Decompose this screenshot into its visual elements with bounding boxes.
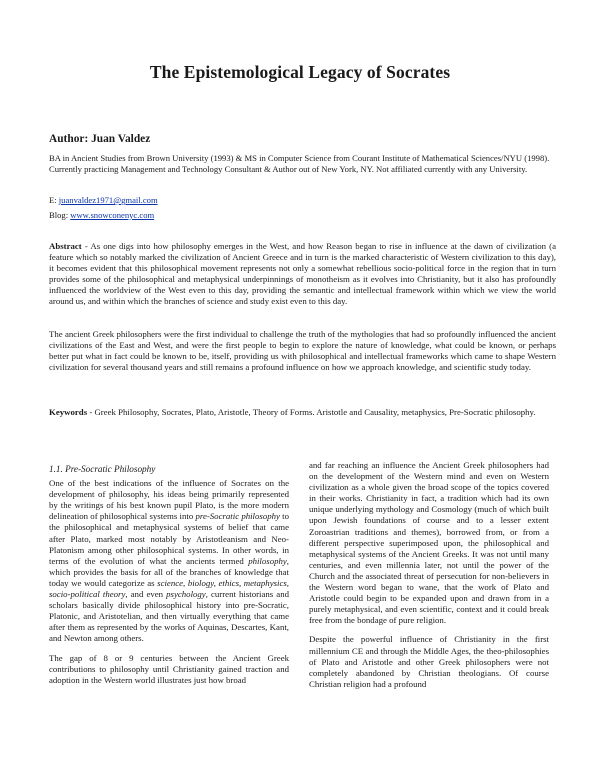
left-column	[49, 464, 289, 694]
abstract-label: Abstract	[49, 241, 82, 251]
italic-term: psychology	[166, 589, 206, 600]
keywords	[49, 407, 556, 418]
paper-title: The Epistemological Legacy of Socrates	[149, 62, 451, 82]
email-link[interactable]: juanvaldez1971@gmail.com	[58, 195, 158, 205]
left-paragraph-1	[49, 478, 289, 644]
abstract-paragraph-2: The ancient Greek philosophers were the first individual to challenge the truth of the mythologies that had so profoundly influenced the ancient civilizations of the East and West, and were the first people to begin to explore the nature of knowledge, what could be known, or perhaps better put what in fact could be known to be, itself, providing us with philosophical and intellectual frameworks which came to shape Western civilization for several thousand years and still remains a profound influence on how we approach knowledge, and scientific study today.	[49, 329, 556, 373]
blog-line	[49, 210, 154, 221]
email-line	[49, 195, 158, 206]
right-column	[309, 460, 549, 698]
author-name: Author: Juan Valdez	[49, 133, 151, 145]
italic-term: pre-Socratic philosophy	[195, 511, 280, 522]
keywords-text: - Greek Philosophy, Socrates, Plato, Aristotle, Theory of Forms. Aristotle and Causality, metaphysics, Pre-Socratic philosophy.	[87, 407, 536, 417]
section-heading: 1.1. Pre-Socratic Philosophy	[49, 464, 156, 474]
italic-term: philosophy	[248, 555, 287, 566]
blog-link[interactable]: www.snowconenyc.com	[70, 210, 155, 220]
email-label: E:	[49, 195, 59, 205]
blog-label: Blog:	[49, 210, 71, 220]
abstract-text: - As one digs into how philosophy emerges in the West, and how Reason began to rise in influence at the dawn of civilization (a feature which so notably marked the civilization of Ancient Greece and in turn is the marked characteristic of Western civilization to this day), it becomes evident that this philosophical movement represents not only a somewhat rebellious socio-political force in the region that in turn provides some of the philosophical and metaphysical underpinnings of monotheism as it evolves into Christianity, but it also has profoundly influenced the worldview of the West even to this day, providing the semantic and intellectual framework within which we view the world around us, and within which the branches of science and study exist even to this day.	[49, 241, 556, 307]
left-paragraph-2: The gap of 8 or 9 centuries between the Ancient Greek contributions to philosophy until Christianity gained traction and adoption in the Western world illustrates just how broad	[49, 652, 289, 685]
text-run: , which provides the basis for all of the branches of knowledge that today we would categorize as	[49, 555, 289, 588]
right-paragraph-1: and far reaching an influence the Ancient Greek philosophers had on the development of the Western mind and even on Western civilization as a whole given the broad scope of the topics covered in their works. Christianity in fact, a tradition which had its own unique underlying mythology and Cosmology (much of which built upon Jewish foundations of course and to a lesser extent Zoroastrian traditions and themes), borrowed from, or from a different perspective superimposed upon, the philosophical and metaphysical systems of the Ancient Greeks. It was not until many centuries, and even millennia later, not until the power of the Church and the associated threat of persecution for non-believers in the Western word began to wane, that the work of Plato and Aristotle could begin to be expanded upon and drawn from in a purely metaphysical, and even scientific, context and it could break free from the bondage of pure religion.	[309, 460, 549, 626]
italic-term: science, biology, ethics, metaphysics, socio-political theory	[49, 577, 289, 600]
author-bio: BA in Ancient Studies from Brown University (1993) & MS in Computer Science from Courant Institute of Mathematical Sciences/NYU (1998). Currently practicing Management and Technology Consultant & Author out of New York, NY. Not affiliated currently with any University.	[49, 153, 550, 175]
text-run: , and even	[125, 589, 167, 600]
text-run: to the philosophical and metaphysical systems of belief that came after Plato, marked most notably by Aristotleanism and Neo-Platonism among other philosophical systems. In other words, in terms of the evolution of what the ancients termed	[49, 511, 289, 566]
keywords-label: Keywords	[49, 407, 88, 417]
abstract	[49, 241, 556, 308]
right-paragraph-2: Despite the powerful influence of Christianity in the first millennium CE and through the Middle Ages, the theo-philosophies of Plato and Aristotle and other Greek philosophers were not completely abandoned by Christian theologians. Of course Christian religion had a profound	[309, 634, 549, 689]
text-run: , current historians and scholars basically divide philosophical history into pre-Socratic, Platonic, and Aristotelian, and then virtually everything that came after them as represented by the works of Aquinas, Descartes, Kant, and Newton among others.	[49, 589, 289, 644]
text-run: One of the best indications of the influence of Socrates on the development of philosophy, his ideas being primarily represented by the writings of his best known pupil Plato, is the more modern delineation of philosophical systems into	[49, 478, 289, 522]
